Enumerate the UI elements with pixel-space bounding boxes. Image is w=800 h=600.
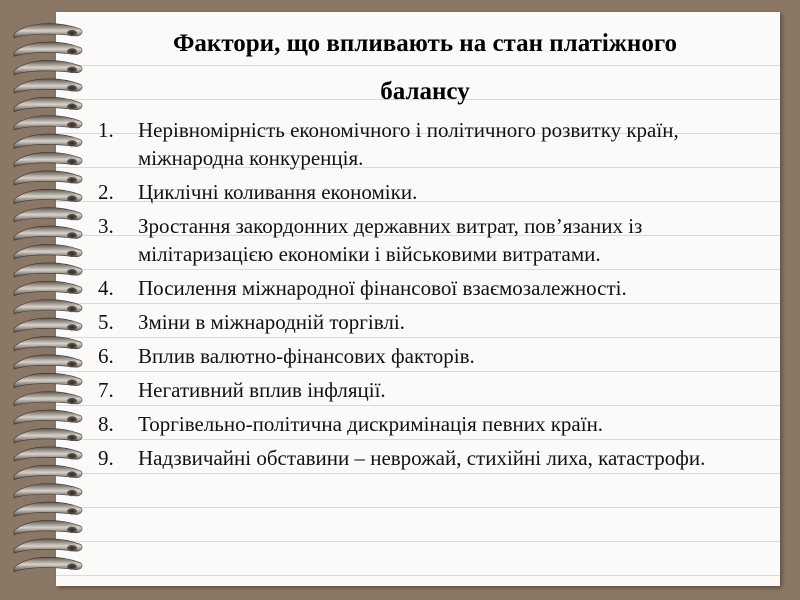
title-line-1: Фактори, що впливають на стан платіжного: [172, 30, 678, 57]
binding-hole: [67, 398, 77, 404]
item-number: 4.: [98, 276, 114, 300]
list-item: [98, 342, 768, 370]
list-item: [98, 376, 768, 404]
binding-hole: [67, 379, 77, 385]
list-item: [98, 178, 768, 206]
item-text: Вплив валютно-фінансових факторів.: [138, 344, 475, 368]
binding-hole: [67, 490, 77, 496]
item-text: Зміни в міжнародній торгівлі.: [138, 310, 405, 334]
binding-hole: [67, 214, 77, 220]
binding-hole: [67, 85, 77, 91]
item-text: Зростання закордонних державних витрат, пов’язаних із мілітаризацією економіки і військовими витратами.: [138, 214, 643, 266]
item-text: Торгівельно-політична дискримінація певних країн.: [138, 412, 604, 436]
item-text: Надзвичайні обставини – неврожай, стихійні лиха, катастрофи.: [138, 446, 706, 470]
binding-hole: [67, 177, 77, 183]
binding-hole: [67, 103, 77, 109]
slide-title: [100, 20, 750, 116]
list-item: [98, 212, 768, 268]
binding-hole: [67, 306, 77, 312]
binding-hole: [67, 232, 77, 238]
binding-hole: [67, 435, 77, 441]
item-number: 7.: [98, 378, 114, 402]
binding-hole: [67, 545, 77, 551]
item-number: 8.: [98, 412, 114, 436]
binding-hole: [67, 416, 77, 422]
binding-hole: [67, 159, 77, 165]
item-text: Посилення міжнародної фінансової взаємозалежності.: [138, 276, 627, 300]
item-number: 2.: [98, 180, 114, 204]
binding-hole: [67, 30, 77, 36]
factors-list: [98, 116, 768, 478]
spiral-binding-icon: [0, 0, 100, 600]
list-item: [98, 410, 768, 438]
item-number: 9.: [98, 446, 114, 470]
binding-hole: [67, 508, 77, 514]
item-number: 3.: [98, 214, 114, 238]
item-text: Циклічні коливання економіки.: [138, 180, 418, 204]
list-item: [98, 116, 768, 172]
item-number: 5.: [98, 310, 114, 334]
binding-hole: [67, 67, 77, 73]
item-text: Нерівномірність економічного і політичного розвитку країн, міжнародна конкуренція.: [138, 118, 679, 170]
list-item: [98, 308, 768, 336]
binding-hole: [67, 471, 77, 477]
binding-hole: [67, 527, 77, 533]
binding-hole: [67, 324, 77, 330]
binding-hole: [67, 140, 77, 146]
binding-hole: [67, 195, 77, 201]
list-item: [98, 274, 768, 302]
item-text: Негативний вплив інфляції.: [138, 378, 386, 402]
item-number: 6.: [98, 344, 114, 368]
binding-hole: [67, 343, 77, 349]
binding-hole: [67, 563, 77, 569]
binding-hole: [67, 453, 77, 459]
binding-hole: [67, 251, 77, 257]
title-line-2: балансу: [380, 78, 470, 105]
item-number: 1.: [98, 118, 114, 142]
binding-hole: [67, 48, 77, 54]
binding-hole: [67, 361, 77, 367]
binding-hole: [67, 287, 77, 293]
list-item: [98, 444, 768, 472]
binding-hole: [67, 122, 77, 128]
binding-hole: [67, 269, 77, 275]
